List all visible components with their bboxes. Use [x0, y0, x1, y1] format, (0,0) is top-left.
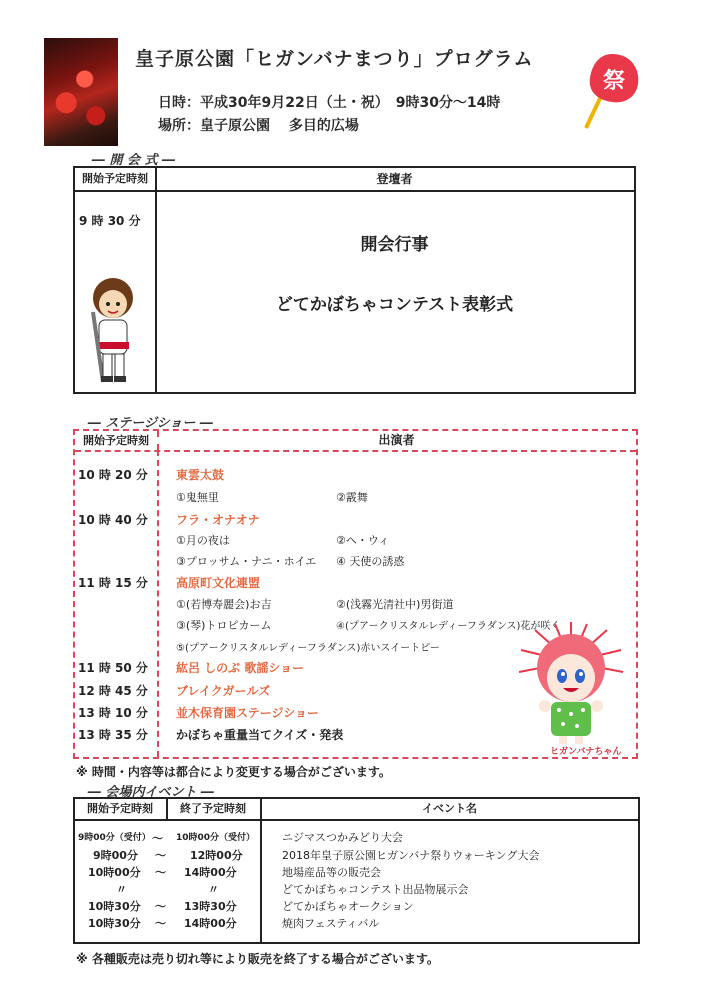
festival-fan-icon	[580, 50, 644, 132]
event-sep: ～	[155, 849, 166, 862]
higanbana-mascot-illustration	[515, 622, 627, 754]
stage-item: ⑤(プアークリスタルレディーフラダンス)赤いスイートピー	[176, 643, 440, 654]
stage-time: 10 時 20 分	[78, 468, 148, 482]
opening-line1: 開会行事	[360, 235, 429, 255]
stage-performer: 紘呂 しのぶ 歌謡ショー	[176, 661, 305, 675]
stage-performer: 並木保育園ステージショー	[176, 706, 319, 720]
stage-col-main: 出演者	[378, 433, 415, 447]
opening-col-main: 登壇者	[376, 172, 413, 186]
opening-heading: ― 開 会 式 ―	[92, 153, 176, 168]
events-col-start: 開始予定時刻	[87, 802, 153, 815]
stage-col-time: 開始予定時刻	[83, 434, 149, 447]
stage-performer: かぼちゃ重量当てクイズ・発表	[176, 728, 344, 742]
stage-time: 13 時 10 分	[78, 706, 148, 720]
event-end: 13時30分	[184, 900, 237, 913]
stage-time: 11 時 15 分	[78, 576, 148, 590]
events-col-end: 終了予定時刻	[180, 802, 246, 815]
event-sep: ～	[155, 866, 166, 879]
event-sep: ～	[155, 900, 166, 913]
stage-performer: 東雲太鼓	[176, 468, 225, 482]
stage-time: 12 時 45 分	[78, 684, 148, 698]
stage-time: 11 時 50 分	[78, 661, 148, 675]
event-end: 〃	[208, 883, 219, 896]
event-name: 焼肉フェスティバル	[282, 917, 380, 930]
event-end: 14時00分	[184, 866, 237, 879]
stage-performer: 高原町文化連盟	[176, 576, 261, 590]
event-start: 10時30分	[88, 900, 141, 913]
events-heading: ― 会場内イベント ―	[88, 785, 215, 800]
stage-item: ①月の夜は	[176, 534, 230, 547]
higanbana-photo	[44, 38, 118, 146]
stage-item: ③プロッサム・ナニ・ホイエ	[176, 555, 317, 568]
place-line: 場所：皇子原公園 多目的広場	[158, 118, 359, 134]
stage-heading: ― ステージショー ―	[88, 416, 213, 431]
stage-item: ②(浅霧光清社中)男街道	[336, 598, 454, 611]
event-start: 10時30分	[88, 917, 141, 930]
page-title: 皇子原公園「ヒガンバナまつり」プログラム	[135, 48, 534, 70]
event-end: 10時00分（受付）	[176, 833, 256, 843]
opening-col-time: 開始予定時刻	[75, 168, 157, 190]
stage-item: ①(若博寿麗会)お吉	[176, 598, 272, 611]
event-sep: ～	[152, 832, 163, 845]
stage-time: 10 時 40 分	[78, 513, 148, 527]
event-name: どてかぼちゃコンテスト出品物展示会	[282, 883, 469, 896]
stage-item: ③(琴)トロピカーム	[176, 619, 272, 632]
stage-item: ②霰舞	[336, 491, 368, 504]
event-name: 地場産品等の販売会	[282, 866, 381, 879]
mascot-label: ヒガンバナちゃん	[550, 747, 622, 757]
event-end: 14時00分	[184, 917, 237, 930]
stage-item: ②ヘ・ウィ	[336, 534, 390, 547]
event-name: ニジマスつかみどり大会	[282, 831, 403, 844]
stage-item: ④(プアークリスタルレディーフラダンス)花が咲く	[336, 621, 561, 632]
opening-table	[73, 166, 636, 394]
fan-text: 祭	[602, 69, 626, 94]
event-start: 10時00分	[88, 866, 141, 879]
stage-item: ④ 天使の誘惑	[336, 555, 405, 568]
event-end: 12時00分	[190, 849, 243, 862]
event-name: 2018年皇子原公園ヒガンバナ祭りウォーキング大会	[282, 849, 540, 862]
event-sep: ～	[155, 917, 166, 930]
event-start: 〃	[116, 883, 127, 896]
stage-performer: ブレイクガールズ	[176, 684, 271, 698]
stage-time: 13 時 35 分	[78, 728, 148, 742]
note-sales: ※ 各種販売は売り切れ等により販売を終了する場合がございます。	[76, 952, 439, 966]
stage-performer: フラ・オナオナ	[176, 513, 260, 527]
note-schedule-change: ※ 時間・内容等は都合により変更する場合がございます。	[76, 765, 391, 779]
event-start: 9時00分	[93, 849, 138, 862]
event-name: どてかぼちゃオークション	[282, 900, 414, 913]
mascot-boy-illustration	[81, 272, 147, 388]
opening-time: 9 時 30 分	[79, 214, 141, 228]
date-line: 日時：平成30年9月22日（土・祝） 9時30分～14時	[158, 95, 501, 111]
opening-line2: どてかぼちゃコンテスト表彰式	[275, 295, 514, 315]
events-col-name: イベント名	[422, 802, 477, 815]
event-start: 9時00分（受付）	[78, 833, 151, 843]
stage-item: ①鬼無里	[176, 491, 219, 504]
